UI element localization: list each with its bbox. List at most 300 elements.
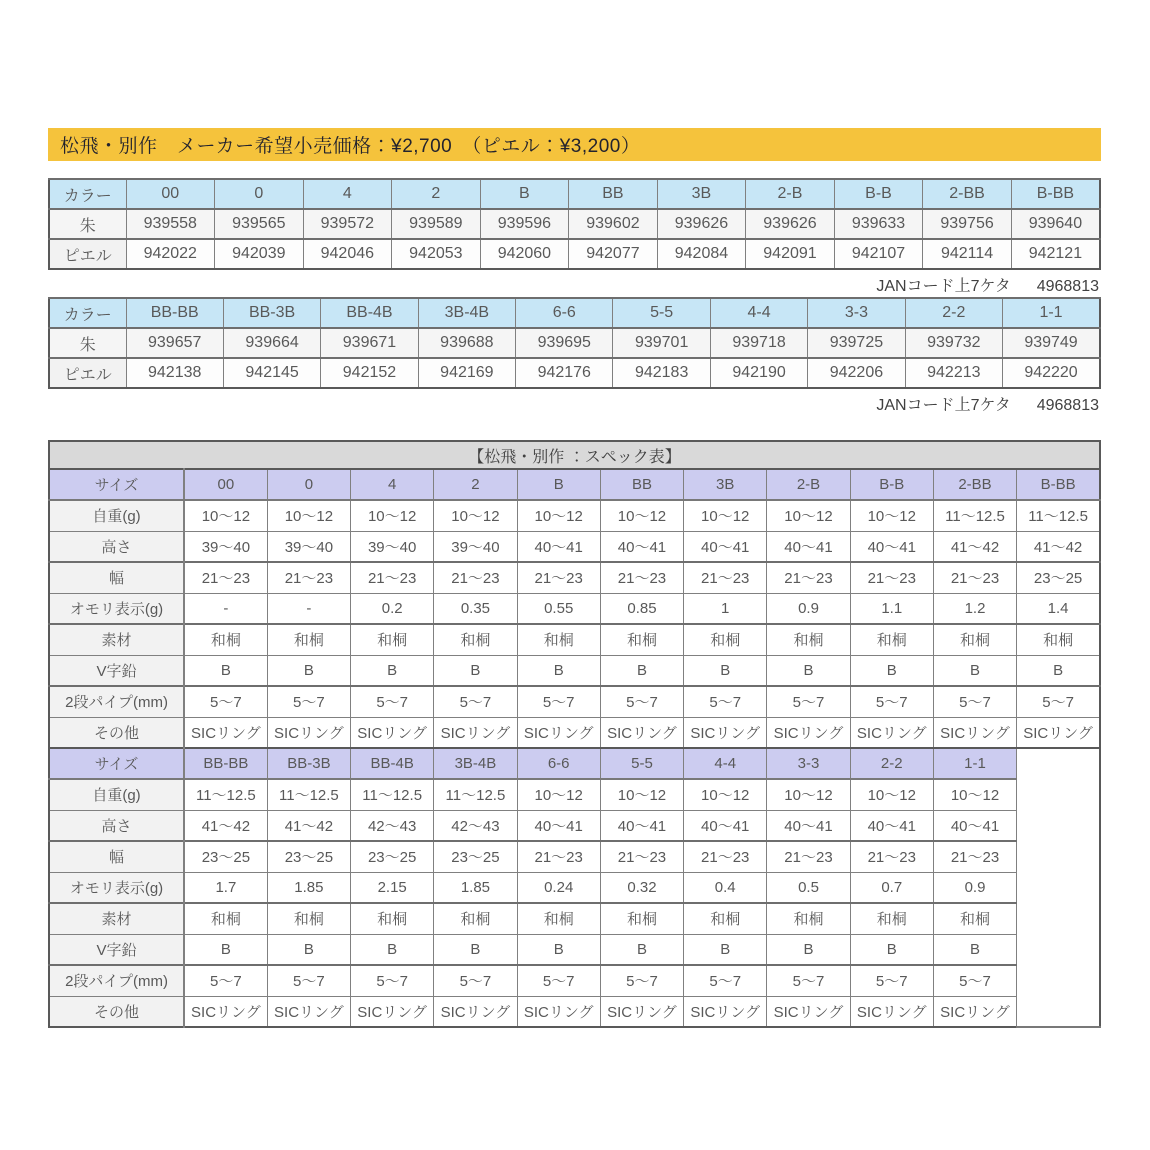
spec-size-row (49, 748, 1100, 779)
spec-value-cell: 和桐 (600, 903, 683, 934)
jan-code-cell: 939633 (834, 209, 923, 239)
spec-size-header: 5-5 (600, 748, 683, 779)
spec-value-cell: 5〜7 (267, 965, 350, 996)
spec-value-cell: 40〜41 (517, 531, 600, 562)
spec-size-header: 1-1 (933, 748, 1016, 779)
spec-value-cell: 5〜7 (933, 965, 1016, 996)
jan-code-cell: 942060 (480, 239, 569, 269)
jan-code-cell: 939718 (710, 328, 807, 358)
spec-row-label: 2段パイプ(mm) (49, 686, 184, 717)
spec-data-row (49, 810, 1100, 841)
spec-value-cell: SICリング (434, 717, 517, 748)
spec-value-cell: 和桐 (1017, 624, 1100, 655)
jan-column-header: 3B (657, 179, 746, 209)
spec-value-cell: 41〜42 (267, 810, 350, 841)
spec-value-cell: 5〜7 (267, 686, 350, 717)
jan-column-header: 2 (392, 179, 481, 209)
jan-column-header: BB-3B (223, 298, 320, 328)
spec-value-cell: B (267, 655, 350, 686)
jan-column-header: 2-B (746, 179, 835, 209)
spec-value-cell: 和桐 (184, 624, 267, 655)
spec-value-cell: 10〜12 (600, 779, 683, 810)
price-banner-text: 松飛・別作 メーカー希望小売価格：¥2,700 （ピエル：¥3,200） (60, 136, 641, 157)
spec-value-cell: SICリング (1017, 717, 1100, 748)
spec-value-cell: 和桐 (684, 903, 767, 934)
spec-row-label: V字鉛 (49, 934, 184, 965)
spec-value-cell: 11〜12.5 (267, 779, 350, 810)
spec-value-cell: B (684, 655, 767, 686)
spec-value-cell: 41〜42 (933, 531, 1016, 562)
jan-code-cell: 939558 (126, 209, 215, 239)
jan-column-header: BB-4B (321, 298, 418, 328)
spec-value-cell: B (1017, 655, 1100, 686)
spec-value-cell: 0.4 (684, 872, 767, 903)
spec-value-cell: 和桐 (434, 624, 517, 655)
spec-size-header: 2-B (767, 469, 850, 500)
spec-value-cell: 23〜25 (184, 841, 267, 872)
spec-size-label: サイズ (49, 748, 184, 779)
spec-value-cell: 10〜12 (850, 500, 933, 531)
spec-value-cell: B (434, 934, 517, 965)
jan-code-cell: 939695 (516, 328, 613, 358)
jan-code-cell: 939640 (1011, 209, 1100, 239)
spec-value-cell: SICリング (767, 996, 850, 1027)
page-content (48, 128, 1101, 1028)
jan-code-cell: 942039 (215, 239, 304, 269)
spec-data-row (49, 965, 1100, 996)
spec-title: 【松飛・別作 ：スペック表】 (49, 441, 1100, 469)
spec-value-cell: 40〜41 (517, 810, 600, 841)
jan-code-cell: 942145 (223, 358, 320, 388)
spec-value-cell: B (767, 655, 850, 686)
spec-value-cell: 5〜7 (933, 686, 1016, 717)
spec-size-header: BB-BB (184, 748, 267, 779)
spec-value-cell: 和桐 (933, 624, 1016, 655)
spec-data-row (49, 779, 1100, 810)
spec-value-cell: - (184, 593, 267, 624)
spec-value-cell: 0.85 (600, 593, 683, 624)
spec-value-cell: 和桐 (184, 903, 267, 934)
spec-value-cell: SICリング (684, 996, 767, 1027)
spec-value-cell: 2.15 (351, 872, 434, 903)
jan-code-cell: 942169 (418, 358, 515, 388)
jan-code-cell: 939572 (303, 209, 392, 239)
jan-code-cell: 939657 (126, 328, 223, 358)
jan-code-cell: 942091 (746, 239, 835, 269)
spec-value-cell: 42〜43 (434, 810, 517, 841)
spec-value-cell: 21〜23 (850, 841, 933, 872)
spec-data-row (49, 686, 1100, 717)
jan-column-header: 5-5 (613, 298, 710, 328)
spec-row-label: オモリ表示(g) (49, 872, 184, 903)
spec-value-cell: 42〜43 (351, 810, 434, 841)
spec-size-header: B (517, 469, 600, 500)
spec-value-cell: SICリング (184, 996, 267, 1027)
jan-header-label: カラー (49, 179, 126, 209)
jan-note-2 (48, 389, 1101, 416)
spec-value-cell: B (600, 655, 683, 686)
spec-value-cell: 5〜7 (184, 686, 267, 717)
spec-value-cell: 和桐 (267, 903, 350, 934)
spec-data-row (49, 593, 1100, 624)
spec-value-cell: SICリング (850, 996, 933, 1027)
spec-value-cell: 11〜12.5 (933, 500, 1016, 531)
spec-value-cell: B (434, 655, 517, 686)
jan-column-header: 0 (215, 179, 304, 209)
spec-value-cell: SICリング (517, 717, 600, 748)
jan-code-cell: 942053 (392, 239, 481, 269)
jan-data-row (49, 328, 1100, 358)
spec-row-label: 素材 (49, 903, 184, 934)
jan-code-cell: 939688 (418, 328, 515, 358)
spec-row-label: 幅 (49, 841, 184, 872)
spec-value-cell: 10〜12 (684, 779, 767, 810)
spec-value-cell: 21〜23 (517, 562, 600, 593)
spec-value-cell: 23〜25 (267, 841, 350, 872)
jan-code-cell: 939602 (569, 209, 658, 239)
spec-value-cell: 10〜12 (184, 500, 267, 531)
spec-size-header: B-BB (1017, 469, 1100, 500)
spec-value-cell: 5〜7 (184, 965, 267, 996)
spec-data-row (49, 531, 1100, 562)
spec-value-cell: B (767, 934, 850, 965)
jan-code-cell: 942190 (710, 358, 807, 388)
spec-value-cell: 10〜12 (933, 779, 1016, 810)
spec-size-header: 0 (267, 469, 350, 500)
spec-value-cell: 0.24 (517, 872, 600, 903)
jan-code-cell: 942176 (516, 358, 613, 388)
spec-value-cell: 1 (684, 593, 767, 624)
spec-value-cell: 和桐 (267, 624, 350, 655)
spec-value-cell: SICリング (684, 717, 767, 748)
jan-code-cell: 939589 (392, 209, 481, 239)
spec-data-row (49, 996, 1100, 1027)
spec-value-cell: 21〜23 (767, 841, 850, 872)
spec-value-cell: 和桐 (850, 903, 933, 934)
spec-value-cell: 5〜7 (684, 686, 767, 717)
spec-value-cell: 10〜12 (850, 779, 933, 810)
spec-value-cell: 和桐 (517, 903, 600, 934)
jan-column-header: 1-1 (1003, 298, 1100, 328)
spec-data-row (49, 624, 1100, 655)
spec-size-header: BB (600, 469, 683, 500)
spec-value-cell: SICリング (933, 717, 1016, 748)
jan-code-cell: 942206 (808, 358, 905, 388)
jan-column-header: 3-3 (808, 298, 905, 328)
spec-size-header: 2-2 (850, 748, 933, 779)
spec-value-cell: 5〜7 (767, 965, 850, 996)
spec-value-cell: SICリング (267, 996, 350, 1027)
spec-value-cell: 41〜42 (184, 810, 267, 841)
spec-size-header: 6-6 (517, 748, 600, 779)
spec-value-cell: B (517, 934, 600, 965)
spec-value-cell: 40〜41 (600, 531, 683, 562)
spec-row-label: 高さ (49, 810, 184, 841)
spec-value-cell: 10〜12 (767, 779, 850, 810)
spec-value-cell: 40〜41 (767, 531, 850, 562)
jan-row-label: 朱 (49, 328, 126, 358)
spec-value-cell: 和桐 (767, 624, 850, 655)
spec-value-cell: 21〜23 (600, 562, 683, 593)
jan-table-1 (48, 178, 1101, 270)
spec-value-cell: 5〜7 (850, 686, 933, 717)
jan-code-cell: 939626 (746, 209, 835, 239)
jan-column-header: B-B (834, 179, 923, 209)
jan-code-cell: 939749 (1003, 328, 1100, 358)
jan-row-label: 朱 (49, 209, 126, 239)
jan-code-cell: 939565 (215, 209, 304, 239)
spec-value-cell: 1.4 (1017, 593, 1100, 624)
spec-size-header: 3B-4B (434, 748, 517, 779)
spec-value-cell: 10〜12 (684, 500, 767, 531)
spec-value-cell: - (267, 593, 350, 624)
spec-value-cell: 40〜41 (933, 810, 1016, 841)
jan-header-row (49, 179, 1100, 209)
spec-value-cell: B (933, 655, 1016, 686)
spec-value-cell: 40〜41 (684, 531, 767, 562)
spec-size-header: BB-4B (351, 748, 434, 779)
spec-row-label: 幅 (49, 562, 184, 593)
spec-value-cell: 40〜41 (600, 810, 683, 841)
jan-code-cell: 942114 (923, 239, 1012, 269)
spec-value-cell: SICリング (434, 996, 517, 1027)
spec-value-cell: SICリング (933, 996, 1016, 1027)
spec-row-label: 自重(g) (49, 779, 184, 810)
spec-value-cell: 21〜23 (267, 562, 350, 593)
spec-value-cell: B (184, 655, 267, 686)
jan-code-cell: 942152 (321, 358, 418, 388)
jan-code-cell: 942077 (569, 239, 658, 269)
spec-value-cell: 5〜7 (1017, 686, 1100, 717)
jan-column-header: B (480, 179, 569, 209)
spec-value-cell: 0.9 (933, 872, 1016, 903)
spec-value-cell: SICリング (600, 717, 683, 748)
spec-row-label: V字鉛 (49, 655, 184, 686)
spec-value-cell: 和桐 (434, 903, 517, 934)
jan-note-code: 4968813 (1036, 278, 1099, 295)
spec-value-cell: 0.35 (434, 593, 517, 624)
spec-value-cell: 40〜41 (767, 810, 850, 841)
spec-size-label: サイズ (49, 469, 184, 500)
spec-data-row (49, 903, 1100, 934)
spec-data-row (49, 500, 1100, 531)
spec-value-cell: 11〜12.5 (351, 779, 434, 810)
spec-empty-cell (1017, 748, 1100, 1027)
spec-value-cell: 41〜42 (1017, 531, 1100, 562)
jan-data-row (49, 358, 1100, 388)
spec-data-row (49, 872, 1100, 903)
spec-size-header: 4 (351, 469, 434, 500)
spec-value-cell: 和桐 (850, 624, 933, 655)
spec-value-cell: 21〜23 (434, 562, 517, 593)
jan-code-cell: 939725 (808, 328, 905, 358)
jan-code-cell: 942121 (1011, 239, 1100, 269)
jan-note-1 (48, 270, 1101, 297)
spec-value-cell: 5〜7 (351, 965, 434, 996)
spec-value-cell: 39〜40 (351, 531, 434, 562)
jan-code-cell: 942220 (1003, 358, 1100, 388)
spec-value-cell: 39〜40 (184, 531, 267, 562)
jan-note-label: JANコード上7ケタ (876, 278, 1011, 295)
spec-value-cell: SICリング (767, 717, 850, 748)
jan-code-cell: 939664 (223, 328, 320, 358)
spec-row-label: 高さ (49, 531, 184, 562)
jan-code-cell: 942138 (126, 358, 223, 388)
spec-value-cell: 1.85 (267, 872, 350, 903)
spec-value-cell: 10〜12 (517, 779, 600, 810)
spec-size-row (49, 469, 1100, 500)
spec-value-cell: 11〜12.5 (1017, 500, 1100, 531)
jan-column-header: B-BB (1011, 179, 1100, 209)
spec-value-cell: 0.32 (600, 872, 683, 903)
jan-code-cell: 939671 (321, 328, 418, 358)
jan-column-header: 4 (303, 179, 392, 209)
spec-value-cell: 21〜23 (933, 841, 1016, 872)
spec-row-label: オモリ表示(g) (49, 593, 184, 624)
spec-row-label: その他 (49, 996, 184, 1027)
price-banner (48, 128, 1101, 161)
spec-value-cell: 10〜12 (767, 500, 850, 531)
jan-row-label: ピエル (49, 358, 126, 388)
spec-value-cell: 39〜40 (434, 531, 517, 562)
spec-data-row (49, 934, 1100, 965)
spec-value-cell: B (850, 655, 933, 686)
spec-table (48, 440, 1101, 1028)
spec-value-cell: 5〜7 (684, 965, 767, 996)
jan-code-cell: 939756 (923, 209, 1012, 239)
jan-code-cell: 942183 (613, 358, 710, 388)
spec-size-header: 3B (684, 469, 767, 500)
spec-value-cell: 23〜25 (434, 841, 517, 872)
spec-data-row (49, 717, 1100, 748)
spec-value-cell: 40〜41 (850, 810, 933, 841)
jan-row-label: ピエル (49, 239, 126, 269)
spec-data-row (49, 655, 1100, 686)
spec-value-cell: B (351, 655, 434, 686)
jan-column-header: 2-2 (905, 298, 1002, 328)
spec-value-cell: 10〜12 (267, 500, 350, 531)
spec-value-cell: 40〜41 (850, 531, 933, 562)
spec-value-cell: B (850, 934, 933, 965)
spec-value-cell: 23〜25 (1017, 562, 1100, 593)
spec-value-cell: 40〜41 (684, 810, 767, 841)
spec-value-cell: 和桐 (600, 624, 683, 655)
spec-value-cell: 21〜23 (517, 841, 600, 872)
spec-size-header: 00 (184, 469, 267, 500)
jan-column-header: 4-4 (710, 298, 807, 328)
spec-value-cell: 0.5 (767, 872, 850, 903)
spec-size-header: 2-BB (933, 469, 1016, 500)
spec-value-cell: SICリング (850, 717, 933, 748)
spec-value-cell: 和桐 (933, 903, 1016, 934)
spec-value-cell: 和桐 (684, 624, 767, 655)
jan-column-header: 00 (126, 179, 215, 209)
jan-column-header: 3B-4B (418, 298, 515, 328)
jan-column-header: 2-BB (923, 179, 1012, 209)
jan-code-cell: 942046 (303, 239, 392, 269)
spec-value-cell: 21〜23 (184, 562, 267, 593)
jan-data-row (49, 239, 1100, 269)
spec-value-cell: 11〜12.5 (184, 779, 267, 810)
spec-value-cell: 0.2 (351, 593, 434, 624)
spec-value-cell: 5〜7 (434, 965, 517, 996)
spec-value-cell: 0.7 (850, 872, 933, 903)
spec-value-cell: 21〜23 (850, 562, 933, 593)
spec-value-cell: 11〜12.5 (434, 779, 517, 810)
jan-column-header: 6-6 (516, 298, 613, 328)
spec-value-cell: SICリング (351, 996, 434, 1027)
jan-code-cell: 939732 (905, 328, 1002, 358)
spec-value-cell: 21〜23 (351, 562, 434, 593)
jan-code-cell: 939626 (657, 209, 746, 239)
spec-title-row (49, 441, 1100, 469)
spec-value-cell: B (600, 934, 683, 965)
jan-code-cell: 942213 (905, 358, 1002, 388)
spec-value-cell: B (684, 934, 767, 965)
spec-size-header: BB-3B (267, 748, 350, 779)
spec-value-cell: 和桐 (767, 903, 850, 934)
spec-value-cell: 5〜7 (517, 965, 600, 996)
spec-value-cell: 和桐 (517, 624, 600, 655)
spec-value-cell: 和桐 (351, 624, 434, 655)
spec-value-cell: 5〜7 (517, 686, 600, 717)
spec-value-cell: 5〜7 (434, 686, 517, 717)
spec-value-cell: 1.7 (184, 872, 267, 903)
spec-value-cell: SICリング (600, 996, 683, 1027)
spec-value-cell: 21〜23 (600, 841, 683, 872)
jan-header-label: カラー (49, 298, 126, 328)
spec-value-cell: B (517, 655, 600, 686)
jan-code-cell: 939596 (480, 209, 569, 239)
spec-row-label: 自重(g) (49, 500, 184, 531)
spec-value-cell: 5〜7 (600, 965, 683, 996)
spec-value-cell: SICリング (517, 996, 600, 1027)
spec-value-cell: 21〜23 (933, 562, 1016, 593)
jan-column-header: BB-BB (126, 298, 223, 328)
jan-code-cell: 942022 (126, 239, 215, 269)
spec-data-row (49, 841, 1100, 872)
spec-value-cell: B (184, 934, 267, 965)
spec-size-header: 3-3 (767, 748, 850, 779)
spec-value-cell: 5〜7 (850, 965, 933, 996)
spec-value-cell: 10〜12 (517, 500, 600, 531)
spec-value-cell: SICリング (351, 717, 434, 748)
jan-data-row (49, 209, 1100, 239)
spec-size-header: 2 (434, 469, 517, 500)
jan-note-code: 4968813 (1036, 397, 1099, 414)
spec-value-cell: 21〜23 (684, 841, 767, 872)
spec-value-cell: 1.85 (434, 872, 517, 903)
spec-value-cell: 23〜25 (351, 841, 434, 872)
spec-value-cell: 和桐 (351, 903, 434, 934)
spec-size-header: 4-4 (684, 748, 767, 779)
spec-data-row (49, 562, 1100, 593)
spec-row-label: 素材 (49, 624, 184, 655)
spec-value-cell: 21〜23 (767, 562, 850, 593)
spec-value-cell: 21〜23 (684, 562, 767, 593)
spec-value-cell: 10〜12 (600, 500, 683, 531)
jan-code-cell: 942084 (657, 239, 746, 269)
spec-value-cell: 0.55 (517, 593, 600, 624)
spec-value-cell: B (933, 934, 1016, 965)
spec-row-label: その他 (49, 717, 184, 748)
jan-header-row (49, 298, 1100, 328)
jan-table-2 (48, 297, 1101, 389)
spec-value-cell: 5〜7 (600, 686, 683, 717)
spec-value-cell: 10〜12 (434, 500, 517, 531)
spec-value-cell: SICリング (267, 717, 350, 748)
spec-value-cell: 0.9 (767, 593, 850, 624)
